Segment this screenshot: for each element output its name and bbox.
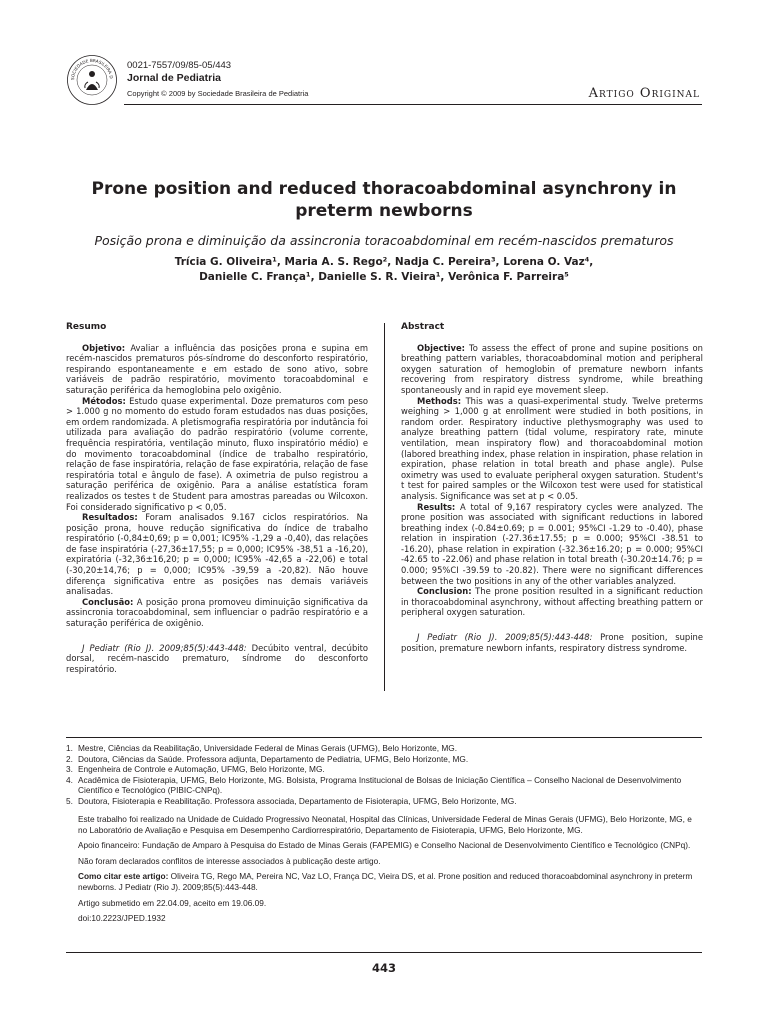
abstract-keywords [401,632,703,653]
affiliation-text: Engenheira de Controle e Automação, UFMG, Belo Horizonte, MG. [78,764,325,775]
resumo-objetivo-text: Avaliar a influência das posições prona e supina em recém-nascidos prematuros pós-síndrome do desconforto respiratório, respirando espontaneamente e em estado de sono ativo, sobre variáveis de padrão respiratório, movimento toracoabdominal e saturação periférica da hemoglobina pelo oxigênio. [66,342,368,395]
affiliation-item [66,775,702,796]
article-title: Prone position and reduced thoracoabdominal asynchrony in preterm newborns [91,179,677,221]
abstract-methods-label: Methods: [417,395,462,406]
issn: 0021-7557/09/85-05/443 [127,60,232,71]
note-local: Este trabalho foi realizado na Unidade de Cuidado Progressivo Neonatal, Hospital das Clínicas, Universidade Federal de Minas Gerais (UFMG), Belo Horizonte, MG, e no Laboratório de Avaliação e Pesquisa em Desempenho Cardiorrespiratório, Departamento de Fisioterapia, UFMG, Belo Horizonte, MG. [78,814,692,835]
resumo-resultados-label: Resultados: [82,512,138,523]
affiliation-number: 2. [66,753,73,764]
resumo-metodos-text: Estudo quase experimental. Doze prematuros com peso > 1.000 g no momento do estudo foram estudados nas duas posições, em ordem randomizada. A pletismografia respiratória por indutância foi utilizada para avaliação do padrão respiratório (volume corrente, frequência respiratória, ventilação minuto, fluxo inspiratório médio) e do movimento toracoabdominal (índice de trabalho respiratório, relação de fase inspiratória, relação de fase expiratória, relação de fase respiratória total e ângulo de fase). A oximetria de pulso registrou a saturação periférica de oxigênio. Para a análise estatística foram realizados os testes t de Student para amostras pareadas ou Wilcoxon. Foi considerado significativo p < 0,05. [66,395,368,512]
abstract-methods [401,396,703,502]
affiliation-item [66,754,702,765]
abstract-results-label: Results: [417,501,456,512]
affiliation-item [66,743,702,754]
abstract-results-text: A total of 9,167 respiratory cycles were analyzed. The prone position was associated with significant reductions in labored breathing index (-0.84±0.69; p = 0.001; 95%CI -1.29 to -0.40), phase relation in inspiration (-27.36±17.55; p = 0.000; 95%CI -38.51 to -16.20), phase relation in expiration (-32.36±16.20; p = 0.000; 95%CI -42.65 to -22.06) and phase relation in total breath (-30.20±14.76; p = 0.000; 95%CI -39.59 to -20.82). There were no significant differences between the two positions in any of the other variables analyzed. [401,501,703,586]
abstract-objective-text: To assess the effect of prone and supine positions on breathing pattern variables, thoracoabdominal motion and peripheral oxygen saturation of hemoglobin of premature newborn infants recovering from respiratory distress syndrome, while breathing spontaneously and in rapid eye movement sleep. [401,342,703,395]
affiliation-item [66,764,702,775]
copyright: Copyright © 2009 by Sociedade Brasileira de Pediatria [127,89,309,98]
resumo-conclusao [66,597,368,629]
resumo-conclusao-text: A posição prona promoveu diminuição significativa da assincronia toracoabdominal, sem influenciar o padrão respiratório e a saturação periférica de oxigênio. [66,596,368,629]
affiliations-list [66,743,702,807]
resumo-metodos-label: Métodos: [82,395,126,406]
column-divider [384,323,385,691]
authors-line-2: Danielle C. França¹, Danielle S. R. Vieira¹, Verônica F. Parreira⁵ [199,271,569,283]
affiliation-number: 5. [66,795,73,806]
resumo-resultados [66,512,368,597]
abstract-objective [401,343,703,396]
seal-text: SOCIEDADE BRASILEIRA D [69,57,114,81]
note-doi: doi:10.2223/JPED.1932 [78,913,166,924]
abstract-heading: Abstract [401,322,445,332]
affiliation-text: Acadêmica de Fisioterapia, UFMG, Belo Horizonte, MG. Bolsista, Programa Institucional de Bolsas de Iniciação Científica – Conselho Nacional de Desenvolvimento Científico e Tecnológico (PIBIC-CNPq). [78,774,682,796]
note-funding: Apoio financeiro: Fundação de Amparo à Pesquisa do Estado de Minas Gerais (FAPEMIG) e Conselho Nacional de Desenvolvimento Científico e Tecnológico (CNPq). [78,840,691,851]
note-cite-label: Como citar este artigo: [78,871,169,882]
header-rule [124,104,702,105]
note-submitted: Artigo submetido em 22.04.09, aceito em 19.06.09. [78,897,267,908]
abstract-keywords-text: Prone position, supine position, premature newborn infants, respiratory distress syndrome. [401,632,704,653]
resumo-objetivo [66,343,368,396]
affiliation-number: 4. [66,774,73,785]
abstract-conclusion-text: The prone position resulted in a significant reduction in thoracoabdominal asynchrony, without affecting breathing pattern or peripheral oxygen saturation. [401,586,703,618]
article-subtitle: Posição prona e diminuição da assincronia toracoabdominal em recém-nascidos prematuros [94,233,674,248]
resumo-objetivo-label: Objetivo: [82,342,126,353]
section-label: Artigo Original [588,86,700,101]
resumo-keywords-text: Decúbito ventral, decúbito dorsal, recém-nascido prematuro, síndrome do desconforto respiratório. [66,642,368,674]
footnote-rule [66,737,702,738]
abstract-objective-label: Objective: [417,342,465,353]
affiliation-text: Doutora, Ciências da Saúde. Professora adjunta, Departamento de Pediatria, UFMG, Belo Horizonte, MG. [78,753,469,764]
resumo-resultados-text: Foram analisados 9.167 ciclos respiratórios. Na posição prona, houve redução significativa do índice de trabalho respiratório (-0,84±0,69; p = 0,001; IC95% -1,29 a -0,40), das relações de fase inspiratória (-27,36±17,55; p = 0,000; IC95% -38,51 a -16,20), expiratória (-32,36±16,20; p = 0,000; IC95% -42,65 a -22,06) e total (-30,20±14,76; p = 0,000; IC95% -39,59 a -20,82). Não houve diferença significativa entre as posições nas demais variáveis analisadas. [66,512,368,597]
resumo-column [66,322,368,674]
resumo-metodos [66,396,368,513]
note-cite [78,871,702,892]
affiliation-number: 3. [66,764,73,775]
resumo-keywords [66,643,368,675]
resumo-conclusao-label: Conclusão: [82,596,134,607]
abstract-methods-text: This was a quasi-experimental study. Twelve preterms weighing > 1,000 g at enrollment were studied in both positions, in random order. Respiratory inductive plethysmography was used to analyze breathing pattern (tidal volume, respiratory rate, minute ventilation, mean inspiratory flow) and thoracoabdominal motion (labored breathing index, phase relation in inspiration, phase relation in expiration, phase relation in total breath and phase angle). Pulse oximetry was used to evaluate peripheral oxygen saturation. Student's t test for paired samples or the Wilcoxon test were used for statistical analysis. Significance was set at p < 0.05. [401,395,703,501]
abstract-ref: J Pediatr (Rio J). 2009;85(5):443-448: [417,632,593,643]
abstract-conclusion-label: Conclusion: [417,586,472,597]
resumo-heading: Resumo [66,322,107,332]
note-cite-text: Oliveira TG, Rego MA, Pereira NC, Vaz LO, França DC, Vieira DS, et al. Prone position and reduced thoracoabdominal asynchrony in preterm newborns. J Pediatr (Rio J). 2009;85(5):443-448. [78,871,693,892]
abstract-column [401,322,703,653]
authors-line-1: Trícia G. Oliveira¹, Maria A. S. Rego², Nadja C. Pereira³, Lorena O. Vaz⁴, [174,256,594,268]
authors [66,255,702,285]
resumo-ref: J Pediatr (Rio J). 2009;85(5):443-448: [82,642,247,653]
abstract-results [401,502,703,587]
page-number: 443 [371,961,396,975]
affiliation-text: Doutora, Fisioterapia e Reabilitação. Professora associada, Departamento de Fisioterapia, UFMG, Belo Horizonte, MG. [78,795,517,806]
journal-info [127,60,308,98]
affiliation-text: Mestre, Ciências da Reabilitação, Universidade Federal de Minas Gerais (UFMG), Belo Horizonte, MG. [78,743,458,753]
page-footer-rule [66,952,702,953]
note-conflicts: Não foram declarados conflitos de interesse associados à publicação deste artigo. [78,855,381,866]
journal-name: Jornal de Pediatria [127,71,221,84]
journal-seal-logo [66,54,118,106]
abstract-conclusion [401,586,703,618]
affiliation-item [66,796,702,807]
affiliation-number: 1. [66,743,73,753]
article-notes [78,814,702,929]
